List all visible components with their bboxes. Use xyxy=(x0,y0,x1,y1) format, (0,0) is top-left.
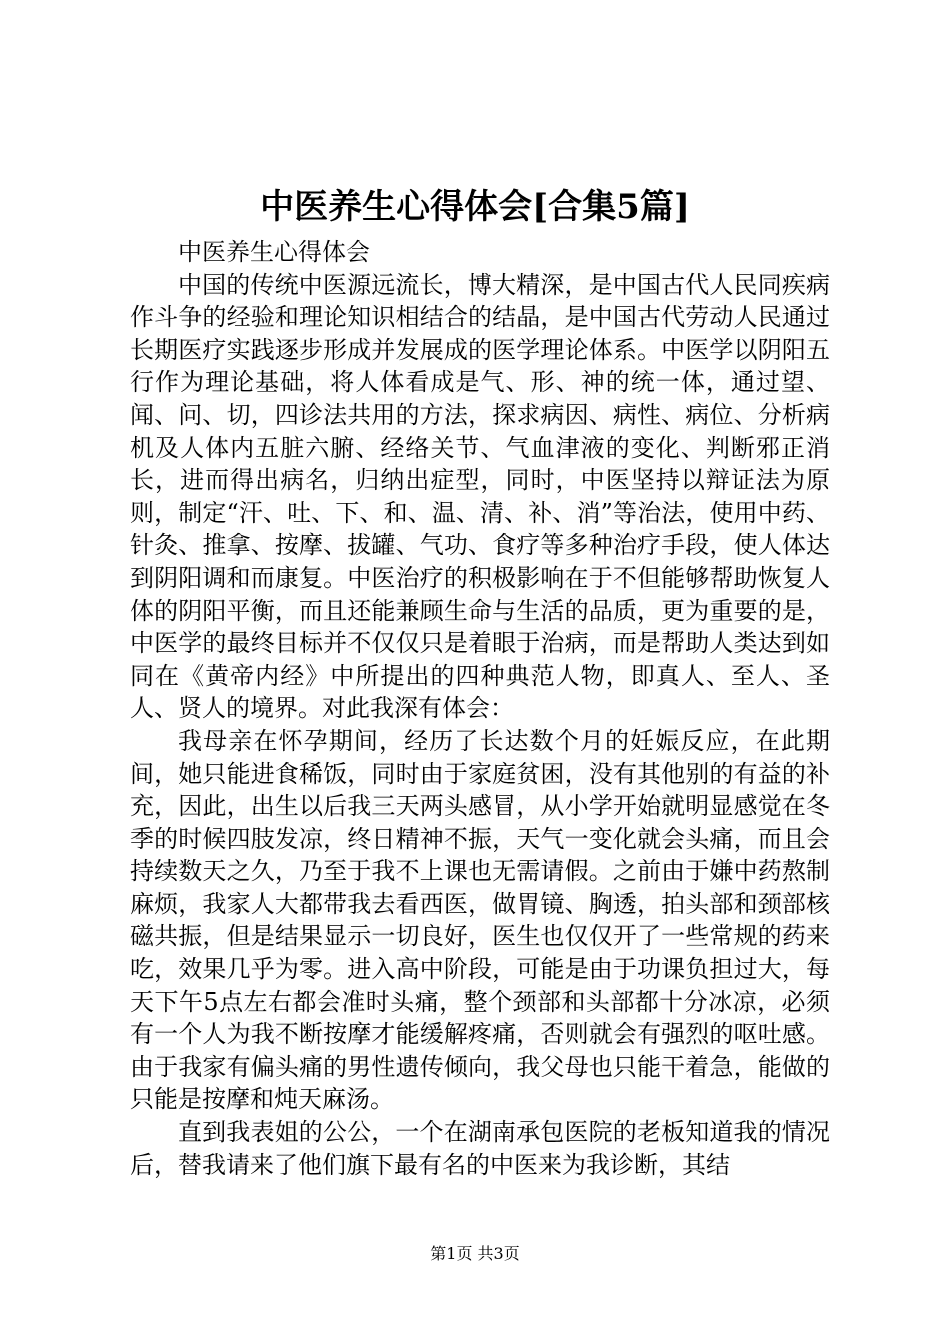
document-title: 中医养生心得体会[合集5篇] xyxy=(260,187,690,227)
section-heading: 中医养生心得体会 xyxy=(178,238,370,266)
paragraph: 我母亲在怀孕期间，经历了长达数个月的妊娠反应，在此期间，她只能进食稀饭，同时由于家庭贫困，没有其他别的有益的补充，因此，出生以后我三天两头感冒，从小学开始就明显感觉在冬季的时候四肢发凉，终日精神不振，天气一变化就会头痛，而且会持续数天之久，乃至于我不上课也无需请假。之前由于嫌中药熬制麻烦，我家人大都带我去看西医，做胃镜、胸透，拍头部和颈部核磁共振，但是结果显示一切良好，医生也仅仅开了一些常规的药来吃，效果几乎为零。进入高中阶段，可能是由于功课负担过大，每天下午5点左右都会准时头痛，整个颈部和头部都十分冰凉，必须有一个人为我不断按摩才能缓解疼痛，否则就会有强烈的呕吐感。由于我家有偏头痛的男性遗传倾向，我父母也只能干着急，能做的只能是按摩和炖天麻汤。 xyxy=(130,726,830,1114)
paragraph: 中国的传统中医源远流长，博大精深，是中国古代人民同疾病作斗争的经验和理论知识相结合的结晶，是中国古代劳动人民通过长期医疗实践逐步形成并发展成的医学理论体系。中医学以阴阳五行作为理论基础，将人体看成是气、形、神的统一体，通过望、闻、问、切，四诊法共用的方法，探求病因、病性、病位、分析病机及人体内五脏六腑、经络关节、气血津液的变化、判断邪正消长，进而得出病名，归纳出症型，同时，中医坚持以辩证法为原则，制定“汗、吐、下、和、温、清、补、消”等治法，使用中药、针灸、推拿、按摩、拔罐、气功、食疗等多种治疗手段，使人体达到阴阳调和而康复。中医治疗的积极影响在于不但能够帮助恢复人体的阴阳平衡，而且还能兼顾生命与生活的品质，更为重要的是，中医学的最终目标并不仅仅只是着眼于治病，而是帮助人类达到如同在《黄帝内经》中所提出的四种典范人物，即真人、至人、圣人、贤人的境界。对此我深有体会： xyxy=(130,270,830,723)
document-body xyxy=(130,236,830,1181)
paragraph: 直到我表姐的公公，一个在湖南承包医院的老板知道我的情况后，替我请来了他们旗下最有名的中医来为我诊断，其结 xyxy=(130,1118,830,1179)
page-footer: 第1页 共3页 xyxy=(430,1244,520,1263)
